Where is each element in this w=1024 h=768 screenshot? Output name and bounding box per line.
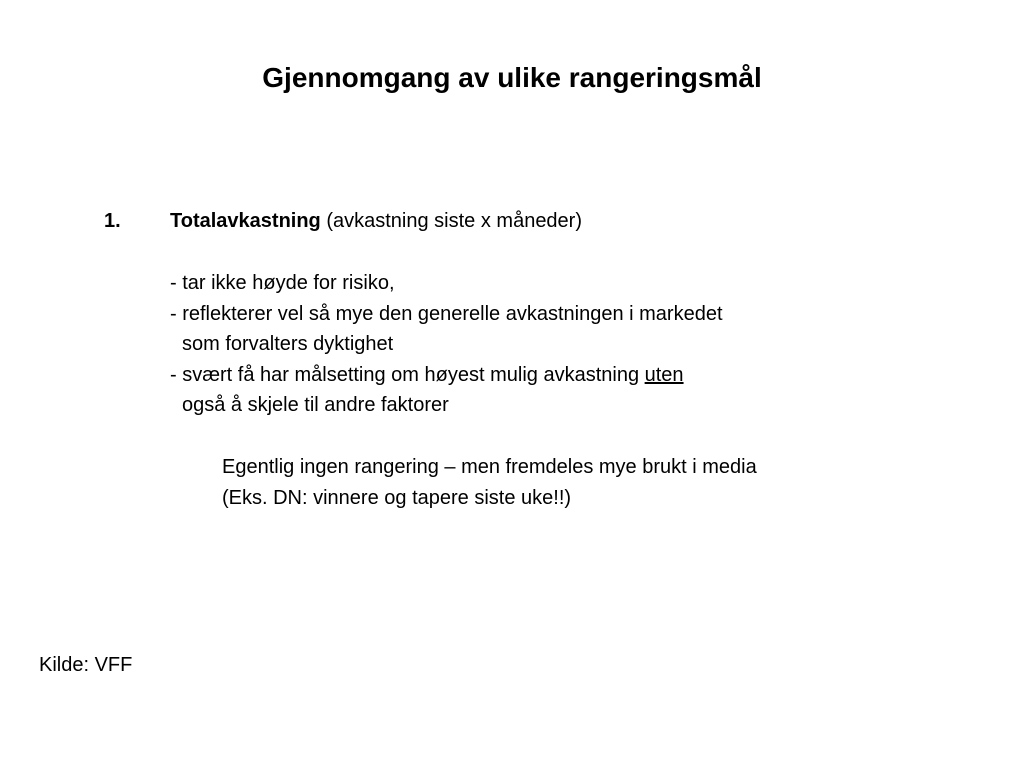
- list-item-number: 1.: [104, 210, 121, 232]
- bullet-goal-emphasis: uten: [644, 363, 684, 386]
- slide-title: Gjennomgang av ulike rangeringsmål: [262, 62, 762, 93]
- bullet-market-line2: som forvalters dyktighet: [182, 333, 394, 355]
- note-block: [222, 452, 757, 514]
- bullet-risk: - tar ikke høyde for risiko,: [170, 272, 395, 294]
- list-item-term: Totalavkastning: [170, 210, 321, 232]
- bullet-goal-line2: også å skjele til andre faktorer: [182, 394, 449, 416]
- bullet-goal-text: - svært få har målsetting om høyest mulig avkastning: [170, 363, 645, 386]
- list-item-heading: [170, 207, 582, 235]
- note-line-1: Egentlig ingen rangering – men fremdeles mye brukt i media: [222, 456, 757, 478]
- source-citation: Kilde: VFF: [39, 654, 133, 676]
- bullet-list: [170, 268, 723, 421]
- bullet-market-line1: - reflekterer vel så mye den generelle avkastningen i markedet: [170, 302, 723, 325]
- bullet-goal-line1: [170, 360, 723, 391]
- note-line-2: (Eks. DN: vinnere og tapere siste uke!!): [222, 487, 572, 509]
- list-item-description: (avkastning siste x måneder): [320, 210, 583, 232]
